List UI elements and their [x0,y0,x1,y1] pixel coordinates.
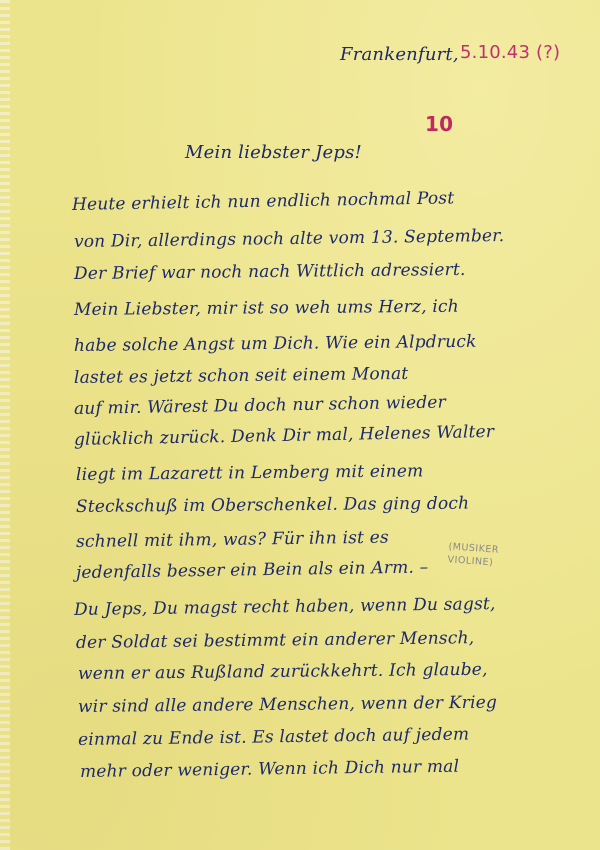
letter-line: auf mir. Wärest Du doch nur schon wieder [73,392,447,419]
letter-date: 5.10.43 (?) [460,42,561,63]
letter-line: Mein Liebster, mir ist so weh ums Herz, ich [73,296,459,320]
letter-line: Heute erhielt ich nun endlich nochmal Post [71,188,455,215]
margin-note-line: (MUSIKER [448,541,500,556]
letter-line: liegt im Lazarett in Lemberg mit einem [75,461,424,485]
letter-line: schnell mit ihm, was? Für ihn ist es [75,527,390,552]
letter-line: habe solche Angst um Dich. Wie ein Alpdruck [73,331,477,356]
letter-greeting: Mein liebster Jeps! [185,142,362,163]
letter-line: Der Brief war noch nach Wittlich adressiert. [73,259,466,284]
letter-line: der Soldat sei bestimmt ein anderer Mensch, [75,628,475,653]
letter-line: wenn er aus Rußland zurückkehrt. Ich glaube, [77,659,488,684]
letter-line: einmal zu Ende ist. Es lastet doch auf jedem [77,724,470,750]
letter-line: jedenfalls besser ein Bein als ein Arm. – [75,557,429,583]
letter-place: Frankenfurt, [340,44,459,65]
margin-note-line: VIOLINE) [447,554,494,569]
letter-line: Steckschuß im Oberschenkel. Das ging doch [75,493,470,517]
letter-line: wir sind alle andere Menschen, wenn der Krieg [77,692,498,717]
letter-line: mehr oder weniger. Wenn ich Dich nur mal [79,756,460,782]
letter-line: von Dir, allerdings noch alte vom 13. September. [73,225,505,252]
letter-line: Du Jeps, Du magst recht haben, wenn Du sagst, [73,594,496,620]
letter-line: glücklich zurück. Denk Dir mal, Helenes Walter [73,421,495,450]
letter-line: lastet es jetzt schon seit einem Monat [73,363,409,388]
margin-note [447,540,499,569]
page-number: 10 [425,112,454,136]
